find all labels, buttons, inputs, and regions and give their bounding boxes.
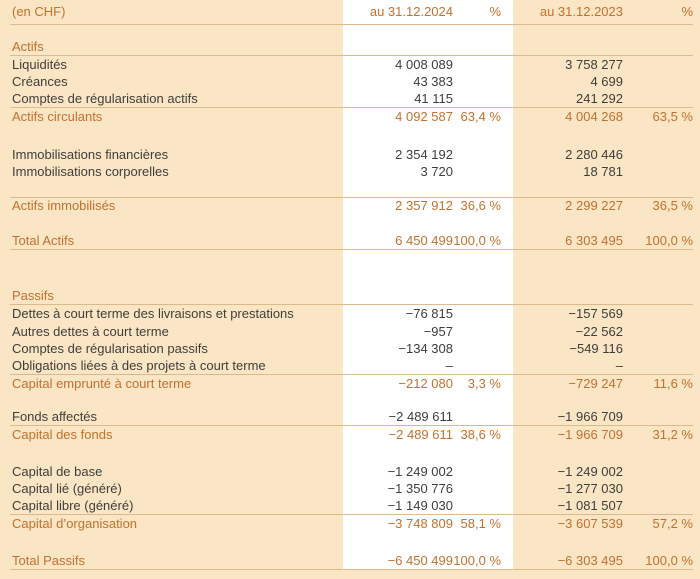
- row-label: Immobilisations financières: [12, 146, 169, 162]
- row-label: Obligations liées à des projets à court terme: [12, 358, 266, 373]
- value-2023: 18 781: [583, 164, 623, 179]
- value-2024: 4 092 587: [395, 109, 453, 124]
- column-header-2023: au 31.12.2023: [539, 4, 623, 20]
- table-row: [10, 553, 693, 571]
- value-2023: −1 081 507: [557, 498, 623, 513]
- table-row: [10, 146, 693, 164]
- value-2024: −134 308: [398, 341, 453, 356]
- percent-2024: 3,3 %: [467, 376, 501, 391]
- percent-2023: 36,5 %: [652, 198, 693, 213]
- row-label: Immobilisations corporelles: [12, 164, 169, 179]
- row-label: Autres dettes à court terme: [12, 323, 169, 339]
- value-2024: 4 008 089: [395, 56, 453, 72]
- value-2023: 3 758 277: [565, 56, 623, 72]
- value-2024: −6 450 499: [387, 553, 453, 568]
- table-row: [10, 323, 693, 341]
- table-row: [10, 409, 693, 427]
- value-2023: –: [615, 358, 623, 373]
- row-label: Total Passifs: [12, 553, 85, 568]
- value-2023: −549 116: [569, 341, 623, 356]
- row-label: Passifs: [12, 288, 54, 303]
- value-2024: −76 815: [405, 306, 453, 321]
- row-label: Capital d’organisation: [12, 516, 138, 531]
- table-row: [10, 91, 693, 109]
- row-label: Comptes de régularisation passifs: [12, 341, 208, 356]
- table-row: [10, 288, 693, 306]
- percent-2024: 100,0 %: [453, 553, 501, 568]
- percent-2023: 11,6 %: [653, 376, 693, 391]
- row-label: Liquidités: [12, 56, 67, 72]
- table-header-row: [10, 0, 693, 25]
- value-2024: 3 720: [420, 164, 453, 179]
- value-2024: −1 350 776: [387, 481, 453, 496]
- row-label: Capital libre (généré): [12, 498, 134, 513]
- table-row: [10, 375, 693, 393]
- percent-2024: 36,6 %: [460, 198, 501, 213]
- column-header-2023-percent: %: [681, 4, 693, 20]
- percent-2023: 63,5 %: [652, 109, 693, 124]
- percent-2023: 100,0 %: [645, 232, 693, 248]
- value-2023: 241 292: [576, 91, 623, 106]
- value-2023: −1 249 002: [557, 463, 623, 479]
- value-2023: −1 277 030: [557, 481, 623, 496]
- row-label: Actifs: [12, 38, 44, 54]
- percent-2024: 100,0 %: [453, 232, 501, 248]
- table-row: [10, 340, 693, 358]
- row-label: Capital des fonds: [12, 427, 113, 442]
- value-2023: −6 303 495: [557, 553, 623, 568]
- value-2024: −2 489 611: [388, 409, 453, 424]
- row-label: Capital emprunté à court terme: [12, 376, 192, 391]
- value-2023: 2 280 446: [565, 146, 623, 162]
- value-2023: 4 004 268: [565, 109, 623, 124]
- table-row: [10, 498, 693, 516]
- table-row: [10, 163, 693, 181]
- currency-label: (en CHF): [12, 4, 66, 20]
- value-2024: −2 489 611: [388, 427, 453, 442]
- table-row: [10, 358, 693, 376]
- value-2023: −22 562: [575, 323, 623, 339]
- row-label: Actifs immobilisés: [12, 198, 116, 213]
- value-2023: 4 699: [590, 74, 623, 89]
- row-label: Capital de base: [12, 463, 103, 479]
- column-header-2024-percent: %: [489, 4, 501, 20]
- percent-2024: 63,4 %: [460, 109, 501, 124]
- table-row: [10, 38, 693, 56]
- percent-2024: 58,1 %: [460, 516, 501, 531]
- percent-2024: 38,6 %: [460, 427, 501, 442]
- value-2023: −3 607 539: [557, 516, 623, 531]
- table-row: [10, 73, 693, 91]
- table-body: [10, 38, 693, 570]
- percent-2023: 100,0 %: [645, 553, 693, 568]
- table-row: [10, 463, 693, 481]
- row-label: Capital lié (généré): [12, 481, 122, 496]
- table-row: [10, 56, 693, 74]
- table-row: [10, 108, 693, 126]
- value-2024: −1 249 002: [387, 463, 453, 479]
- value-2023: 6 303 495: [565, 232, 623, 248]
- row-label: Total Actifs: [12, 232, 75, 248]
- value-2024: 2 357 912: [395, 198, 453, 213]
- value-2024: −957: [423, 323, 453, 339]
- table-row: [10, 515, 693, 533]
- value-2024: 6 450 499: [395, 232, 453, 248]
- percent-2023: 31,2 %: [652, 427, 693, 442]
- row-label: Actifs circulants: [12, 109, 103, 124]
- value-2024: 41 115: [414, 91, 453, 106]
- percent-2023: 57,2 %: [652, 516, 693, 531]
- table-row: [10, 426, 693, 444]
- value-2024: 43 383: [413, 74, 453, 89]
- value-2023: −1 966 709: [557, 427, 623, 442]
- value-2024: −1 149 030: [387, 498, 453, 513]
- table-row: [10, 197, 693, 215]
- value-2024: −212 080: [398, 376, 453, 391]
- value-2023: −157 569: [568, 306, 623, 321]
- value-2024: –: [445, 358, 453, 373]
- row-label: Dettes à court terme des livraisons et prestations: [12, 306, 294, 321]
- value-2023: −729 247: [568, 376, 623, 391]
- column-header-2024: au 31.12.2024: [369, 4, 453, 20]
- value-2023: 2 299 227: [565, 198, 623, 213]
- table-row: [10, 480, 693, 498]
- row-label: Fonds affectés: [12, 409, 98, 424]
- table-row: [10, 305, 693, 323]
- table-row: [10, 232, 693, 250]
- value-2024: −3 748 809: [387, 516, 453, 531]
- row-label: Créances: [12, 74, 68, 89]
- row-label: Comptes de régularisation actifs: [12, 91, 198, 106]
- value-2023: −1 966 709: [557, 409, 623, 424]
- value-2024: 2 354 192: [395, 146, 453, 162]
